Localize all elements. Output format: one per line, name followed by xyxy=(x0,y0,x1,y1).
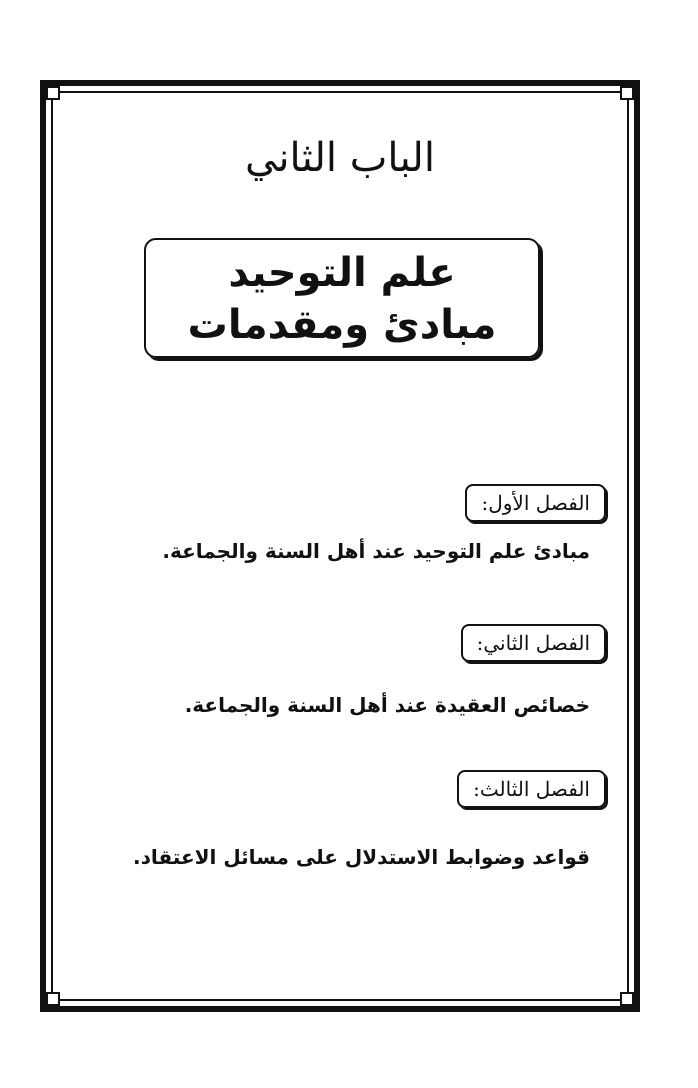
chapter-heading: الباب الثاني xyxy=(245,135,435,181)
frame-corner-ornament xyxy=(620,992,634,1006)
section-2-label: الفصل الثاني: xyxy=(461,624,606,662)
title-line-1: علم التوحيد xyxy=(228,250,456,296)
title-line-2: مبادئ ومقدمات xyxy=(187,302,497,348)
frame-corner-ornament xyxy=(46,992,60,1006)
frame-corner-ornament xyxy=(46,86,60,100)
section-1-text: مبادئ علم التوحيد عند أهل السنة والجماعة. xyxy=(162,539,590,563)
section-3-label: الفصل الثالث: xyxy=(457,770,606,808)
frame-corner-ornament xyxy=(620,86,634,100)
title-box xyxy=(144,238,540,358)
section-1-label: الفصل الأول: xyxy=(465,484,606,522)
section-2-text: خصائص العقيدة عند أهل السنة والجماعة. xyxy=(184,693,590,717)
section-3-text: قواعد وضوابط الاستدلال على مسائل الاعتقاد. xyxy=(133,845,590,869)
